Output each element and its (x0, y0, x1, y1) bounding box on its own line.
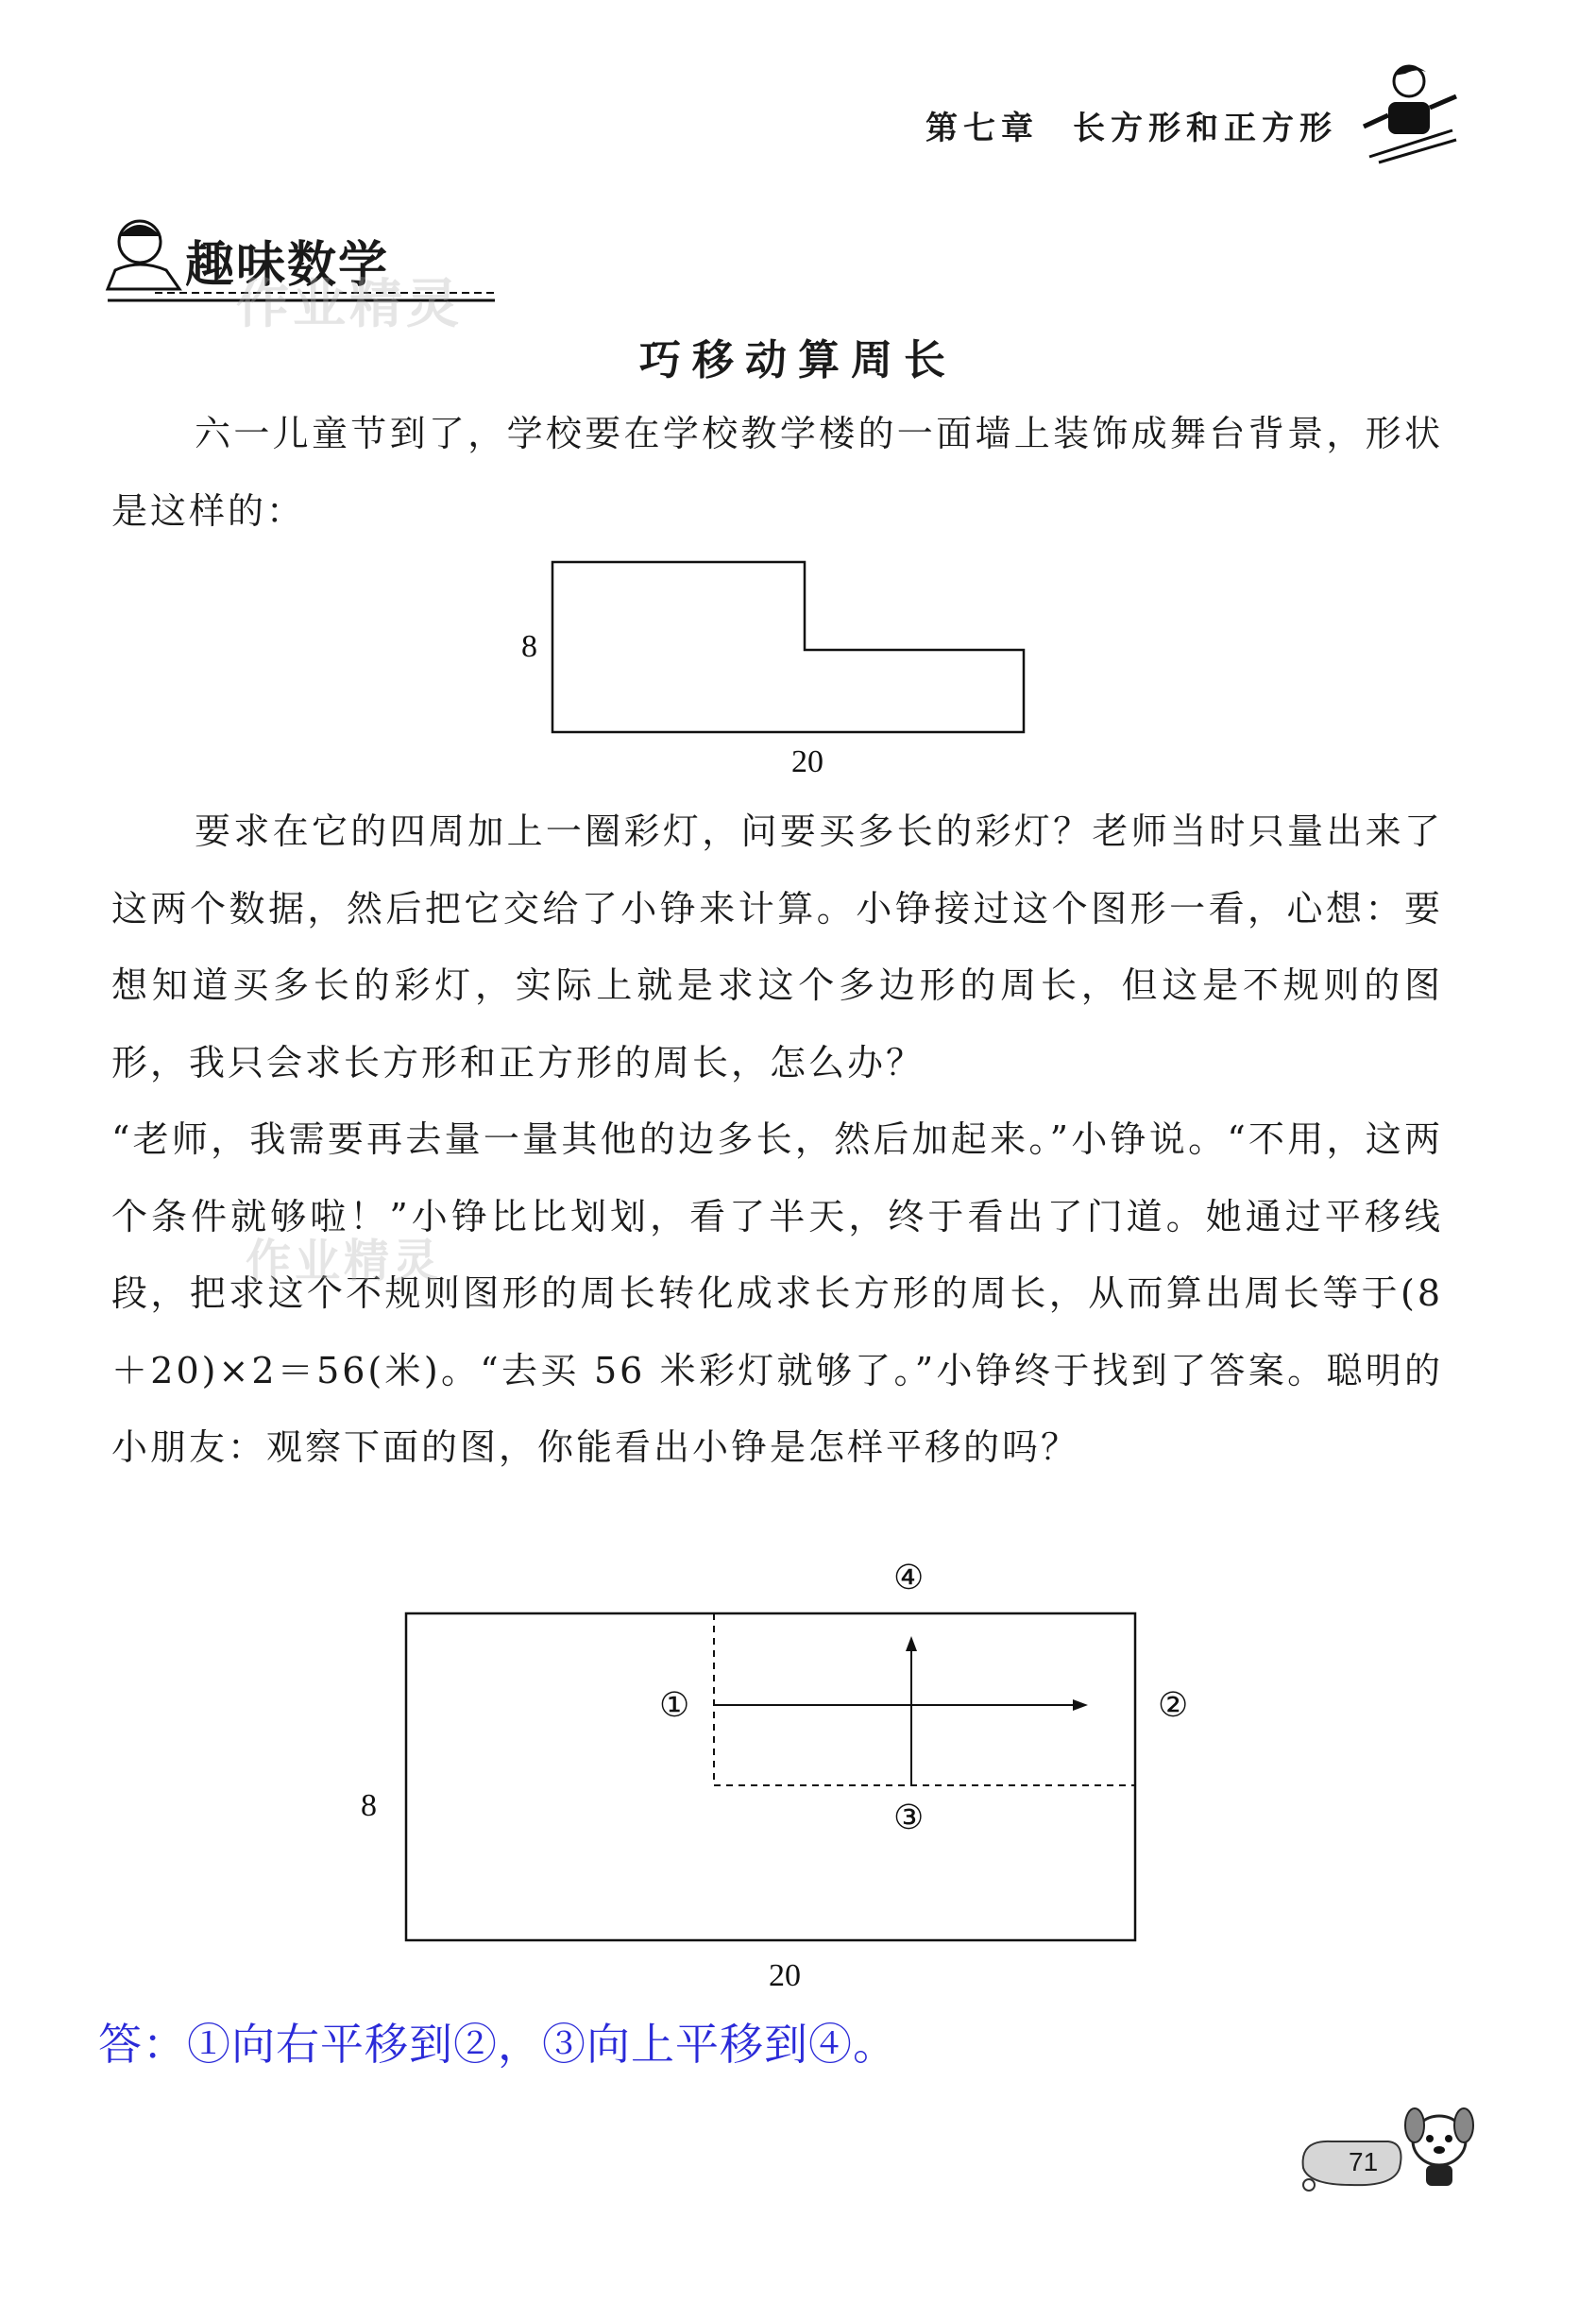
fig2-height-label: 8 (361, 1788, 377, 1823)
article-title: 巧移动算周长 (639, 336, 957, 384)
section-label: 趣味数学 (185, 237, 390, 294)
figure-translation (349, 1549, 1247, 2003)
running-child-icon (1350, 59, 1464, 172)
fig1-width-label: 20 (791, 744, 823, 779)
watermark-2: 作业精灵 (246, 1235, 443, 1288)
marker-2: ② (1158, 1686, 1189, 1724)
chapter-number: 第七章 (925, 110, 1039, 147)
l-shape-outline (552, 562, 1024, 732)
figure-l-shape (510, 553, 1039, 779)
arrow-up-head (906, 1636, 917, 1651)
arrow-right-head (1073, 1699, 1088, 1711)
answer-text: 答：①向右平移到②，③向上平移到④。 (98, 2019, 897, 2070)
chapter-title: 长方形和正方形 (1073, 110, 1337, 147)
marker-3: ③ (893, 1799, 925, 1836)
outer-rectangle (406, 1613, 1135, 1940)
fig2-width-label: 20 (769, 1958, 801, 1993)
puppy-mascot-icon (1401, 2099, 1479, 2193)
chapter-header (925, 102, 1337, 148)
page-number: 71 (1349, 2147, 1379, 2176)
marker-1: ① (659, 1686, 690, 1724)
marker-4: ④ (893, 1559, 925, 1596)
intro-paragraph (111, 396, 1443, 550)
story-paragraph-2: “老师，我需要再去量一量其他的边多长，然后加起来。”小铮说。“不用，这两个条件就够啦！”小铮比比划划，看了半天，终于看出了门道。她通过平移线段，把求这个不规则图形的周长转化成求长方形的周长，从而算出周长等于(8＋20)×2＝56(米)。“去买 56 米彩灯就够了。”小铮终于找到了答案。聪明的小朋友：观察下面的图，你能看出小铮是怎样平移的吗？ (111, 1118, 1443, 1468)
story-paragraphs (111, 793, 1443, 1487)
fig1-height-label: 8 (521, 629, 537, 664)
watermark: 作业精灵 (236, 274, 463, 335)
intro-text: 六一儿童节到了，学校要在学校教学楼的一面墙上装饰成舞台背景，形状是这样的： (111, 413, 1443, 532)
story-paragraph-1: 要求在它的四周加上一圈彩灯，问要买多长的彩灯？老师当时只量出来了这两个数据，然后把它交给了小铮来计算。小铮接过这个图形一看，心想：要想知道买多长的彩灯，实际上就是求这个多边形的周长，但这是不规则的图形，我只会求长方形和正方形的周长，怎么办？ (111, 810, 1443, 1083)
page-number-badge (1294, 2130, 1407, 2192)
